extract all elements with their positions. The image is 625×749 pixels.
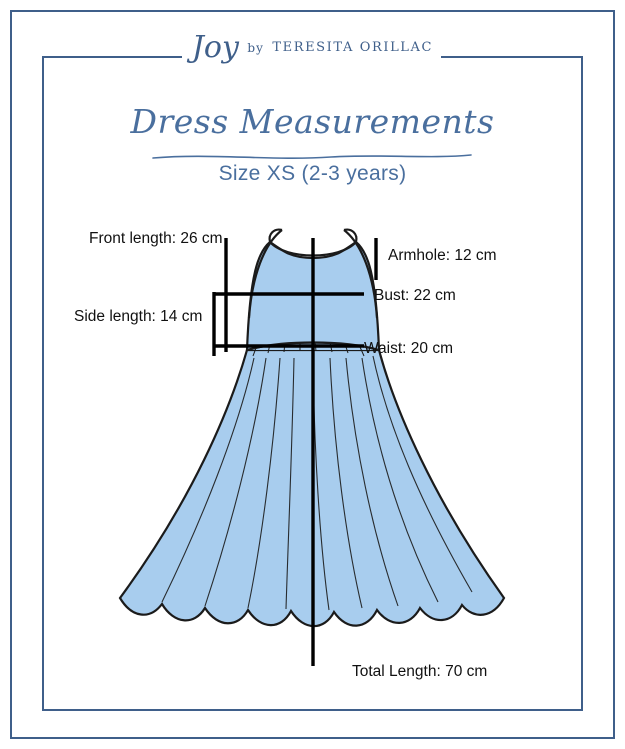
page-subtitle: Size XS (2-3 years) [218, 162, 407, 185]
label-side-length: Side length: 14 cm [74, 308, 203, 325]
label-bust: Bust: 22 cm [374, 287, 456, 304]
label-total-length: Total Length: 70 cm [352, 663, 488, 680]
label-front-length: Front length: 26 cm [89, 230, 223, 247]
brand-designer-name: TERESITA ORILLAC [272, 40, 434, 55]
brand-wordmark: Joy [191, 30, 239, 65]
label-waist: Waist: 20 cm [364, 340, 453, 357]
brand-logo [0, 30, 625, 65]
dress-illustration [42, 200, 583, 700]
brand-by-label: by [247, 40, 264, 55]
inner-border-bottom [42, 709, 583, 711]
page-title: Dress Measurements [130, 102, 495, 141]
title-underline-flourish [151, 152, 473, 162]
label-armhole: Armhole: 12 cm [388, 247, 497, 264]
